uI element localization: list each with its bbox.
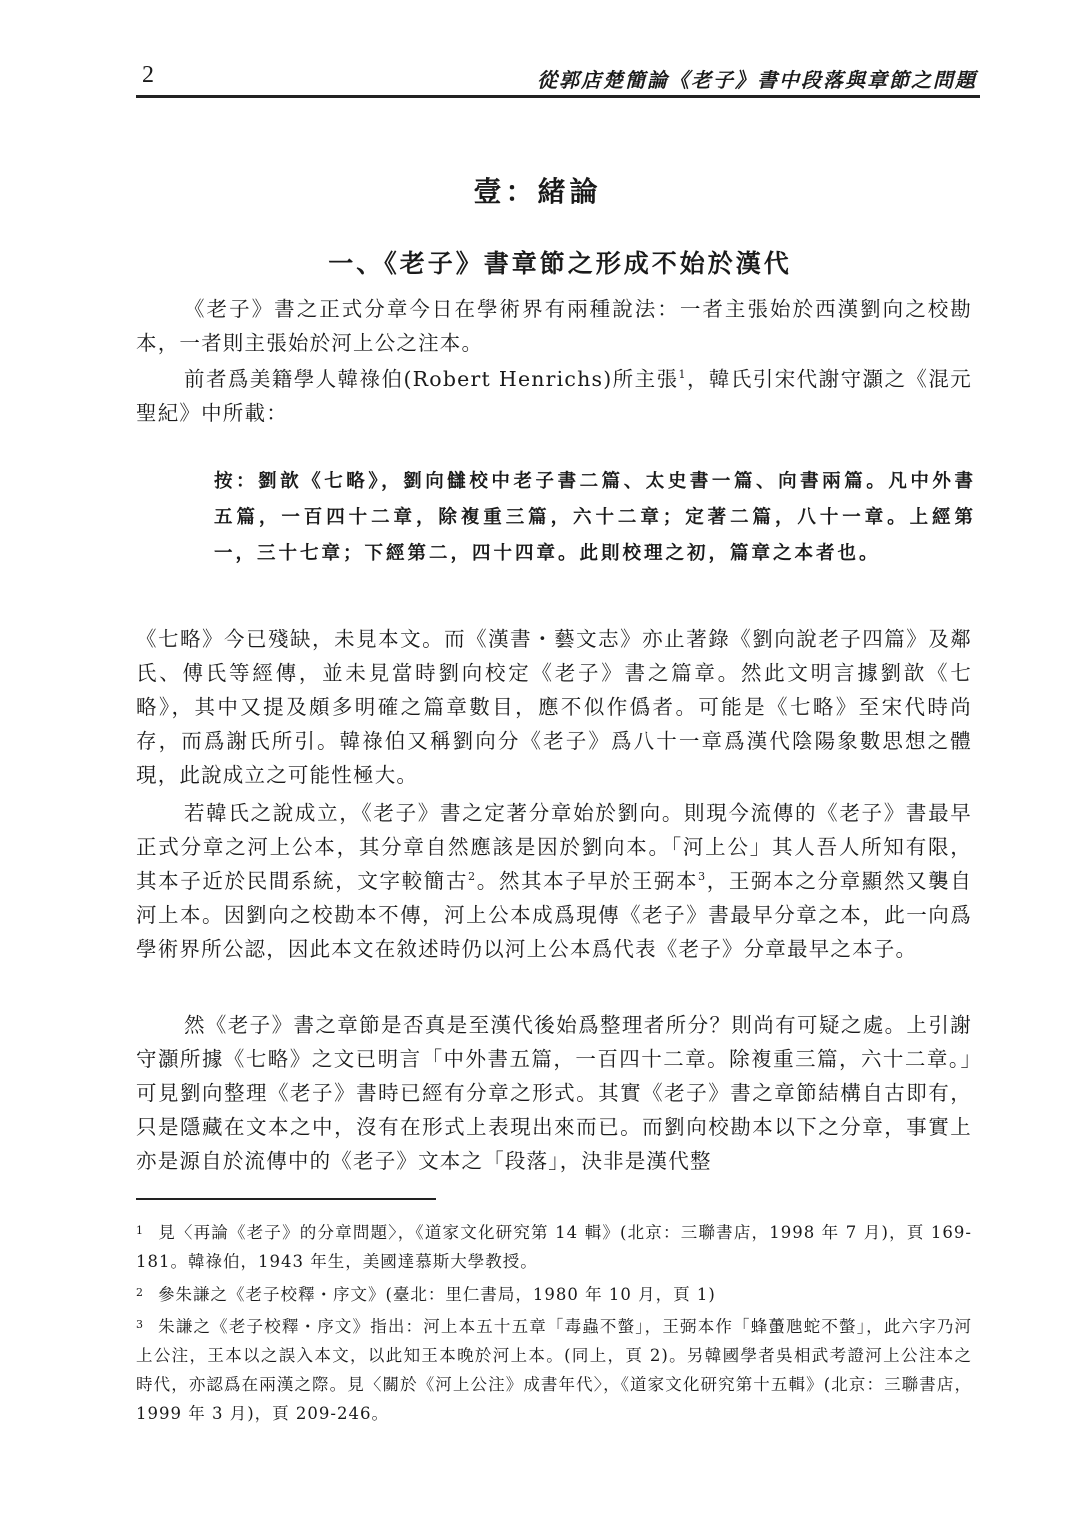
- footnote-2-marker: 2: [136, 1286, 144, 1299]
- section-title: 壹：緒論: [473, 175, 602, 208]
- paragraph-4: [136, 796, 972, 966]
- paragraph-4-text-c: ，王弼本之分章顯然又襲自河上本。因劉向之校勘本不傳，河上公本成爲現傳《老子》書最早分章之本，此一向爲學術界所公認，因此本文在敘述時仍以河上公本爲代表《老子》分章最早之本子。: [136, 869, 973, 961]
- paragraph-2: [136, 362, 972, 430]
- paragraph-2-text-a: 前者爲美籍學人韓祿伯(Robert Henrichs)所主張: [184, 367, 679, 391]
- paragraph-1: 《老子》書之正式分章今日在學術界有兩種說法：一者主張始於西漢劉向之校勘本，一者則主張始於河上公之注本。: [136, 297, 972, 355]
- paragraph-3: 《七略》今已殘缺，未見本文。而《漢書・藝文志》亦止著錄《劉向說老子四篇》及鄰氏、傅氏等經傳，並未見當時劉向校定《老子》書之篇章。然此文明言據劉歆《七略》，其中又提及頗多明確之篇章數目，應不似作僞者。可能是《七略》至宋代時尚存，而爲謝氏所引。韓祿伯又稱劉向分《老子》爲八十一章爲漢代陰陽象數思想之體現，此說成立之可能性極大。: [136, 627, 972, 787]
- running-header-title: 從郭店楚簡論《老子》書中段落與章節之問題: [537, 68, 977, 92]
- footnote-rule: [136, 1198, 436, 1200]
- footnote-3-marker: 3: [136, 1318, 144, 1331]
- page-number: 2: [142, 62, 154, 88]
- footnote-1-text: 見〈再論《老子》的分章問題〉，《道家文化研究第 14 輯》(北京：三聯書店，1998 年 7 月)，頁 169-181。韓祿伯，1943 年生，美國達慕斯大學教授。: [136, 1223, 972, 1271]
- footnote-3: [136, 1312, 972, 1428]
- footnote-2-text: 參朱謙之《老子校釋・序文》(臺北：里仁書局，1980 年 10 月，頁 1): [158, 1285, 716, 1304]
- footnote-ref-1[interactable]: 1: [678, 368, 687, 382]
- footnote-ref-2[interactable]: 2: [468, 870, 477, 884]
- subsection-title: 一、《老子》書章節之形成不始於漢代: [328, 249, 792, 278]
- footnote-1: [136, 1218, 972, 1276]
- paragraph-2-text-b: ，韓氏引宋代謝守灝之《混元聖紀》中所載：: [136, 367, 972, 425]
- paragraph-4-text-b: 。然其本子早於王弼本: [476, 869, 699, 893]
- paragraph-5: 然《老子》書之章節是否真是至漢代後始爲整理者所分？則尚有可疑之處。上引謝守灝所據《七略》之文已明言「中外書五篇，一百四十二章。除複重三篇，六十二章。」可見劉向整理《老子》書時已經有分章之形式。其實《老子》書之章節結構自古即有，只是隱藏在文本之中，沒有在形式上表現出來而已。而劉向校勘本以下之分章，事實上亦是源自於流傳中的《老子》文本之「段落」，決非是漢代整: [136, 1013, 972, 1173]
- footnote-3-text: 朱謙之《老子校釋・序文》指出：河上本五十五章「毒蟲不螫」，王弼本作「蜂蠆虺蛇不螫」，此六字乃河上公注，王本以之誤入本文，以此知王本晚於河上本。(同上，頁 2)。另韓國學者吳相武考證河上公注本之時代，亦認爲在兩漢之際。見〈關於《河上公注》成書年代〉，《道家文化研究第十五輯》(北京：三聯書店，1999 年 3 月)，頁 209-246。: [136, 1317, 972, 1423]
- footnote-1-marker: 1: [136, 1224, 144, 1237]
- header-rule: [136, 95, 980, 98]
- footnote-ref-3[interactable]: 3: [698, 870, 707, 884]
- paragraph-4-text-a: 若韓氏之說成立，《老子》書之定著分章始於劉向。則現今流傳的《老子》書最早正式分章之河上公本，其分章自然應該是因於劉向本。「河上公」其人吾人所知有限，其本子近於民間系統，文字較簡古: [136, 801, 972, 893]
- footnote-2: [136, 1280, 972, 1309]
- block-quote: 按：劉歆《七略》，劉向讎校中老子書二篇、太史書一篇、向書兩篇。凡中外書五篇，一百四十二章，除複重三篇，六十二章；定著二篇，八十一章。上經第一，三十七章；下經第二，四十四章。此則校理之初，篇章之本者也。: [214, 471, 976, 564]
